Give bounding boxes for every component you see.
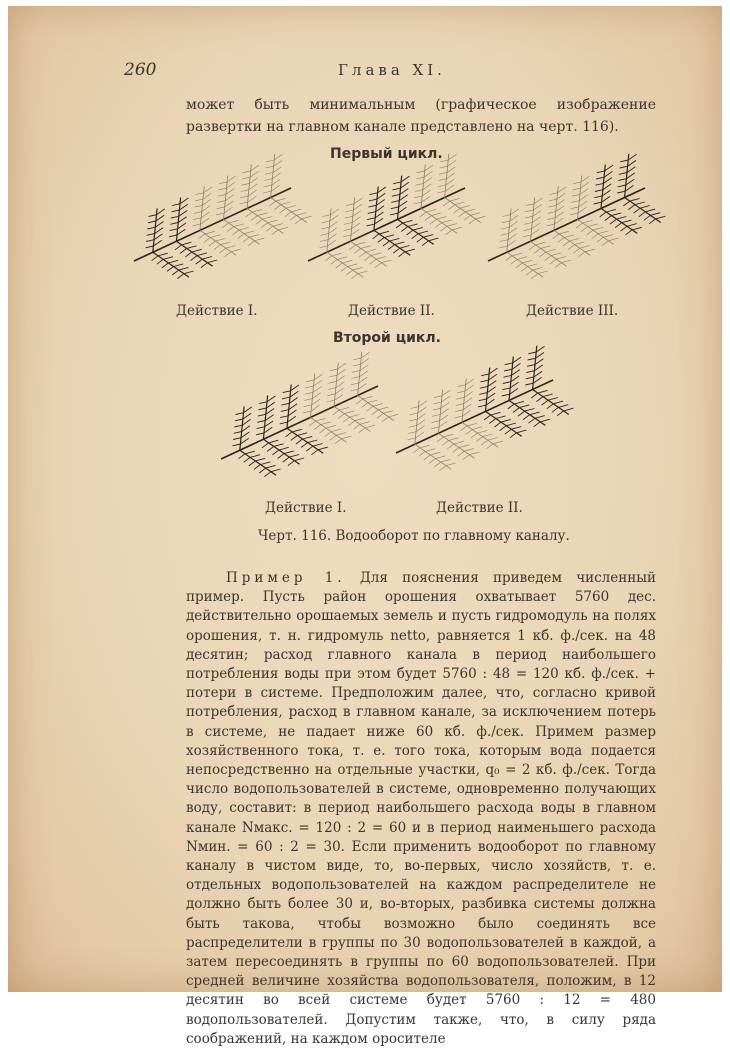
- figure-caption: Черт. 116. Водооборот по главному каналу.: [258, 528, 570, 544]
- intro-paragraph: может быть минимальным (графическое изображение развертки на главном канале представлено на черт. 116).: [186, 97, 656, 135]
- canal-diagram-cycle1-action3: [480, 166, 650, 281]
- chapter-heading: Глава XI.: [338, 61, 446, 79]
- cycle-1-title: Первый цикл.: [330, 146, 443, 162]
- cycle-1-action-2-label: Действие II.: [348, 303, 435, 319]
- cycle-1-action-3-label: Действие III.: [526, 303, 619, 319]
- example-text: Для пояснения приведем численный пример. Пусть район орошения охватывает 5760 дес. действительно орошаемых земель и пусть гидромодуль на полях орошения, т. н. гидромуль netto, равняется 1 кб. ф./сек. на 48 десятин; расход главного канала в период наибольшего потребления воды при этом будет 5760 : 48 = 120 кб. ф./сек. + потери в системе. Предположим далее, что, согласно кривой потребления, расход в главном канале, за исключением потерь в системе, не падает ниже 60 кб. ф./сек. Примем размер хозяйственного тока, т. е. того тока, которым вода подается непосредственно на отдельные участки, q₀ = 2 кб. ф./сек. Тогда число водопользователей в системе, одновременно получающих воду, составит: в период наибольшего расхода воды в главном канале Nмакс. = 120 : 2 = 60 и в период наименьшего расхода Nмин. = 60 : 2 = 30. Если применить водооборот по главному каналу в чистом виде, то, во-первых, число хозяйств, т. е. отдельных водопользователей на каждом распределителе не должно быть более 30 и, во-вторых, разбивка системы должна быть такова, чтобы возможно было соединять все распределители в группы по 30 водопользователей в каждой, а затем пересоединять в группы по 60 водопользователей. При средней величине хозяйства водопользователя, положим, в 12 десятин во всей системе будет 5760 : 12 = 480 водопользователей. Допустим также, что, в силу ряда соображений, на каждом оросителе: [186, 570, 656, 1047]
- canal-diagram-cycle1-action1: [126, 166, 296, 281]
- example-lead: Пример 1.: [226, 570, 346, 586]
- cycle-2-action-1-label: Действие I.: [265, 500, 347, 516]
- cycle-2-title: Второй цикл.: [333, 330, 441, 346]
- page-number: 260: [124, 60, 157, 80]
- example-paragraph: [186, 569, 656, 1049]
- canal-diagram-cycle2-action1: [213, 364, 383, 479]
- cycle-1-action-1-label: Действие I.: [176, 303, 258, 319]
- cycle-2-action-2-label: Действие II.: [436, 500, 523, 516]
- canal-diagram-cycle1-action2: [300, 166, 470, 281]
- canal-diagram-cycle2-action2: [388, 358, 558, 473]
- book-page: [8, 6, 722, 1047]
